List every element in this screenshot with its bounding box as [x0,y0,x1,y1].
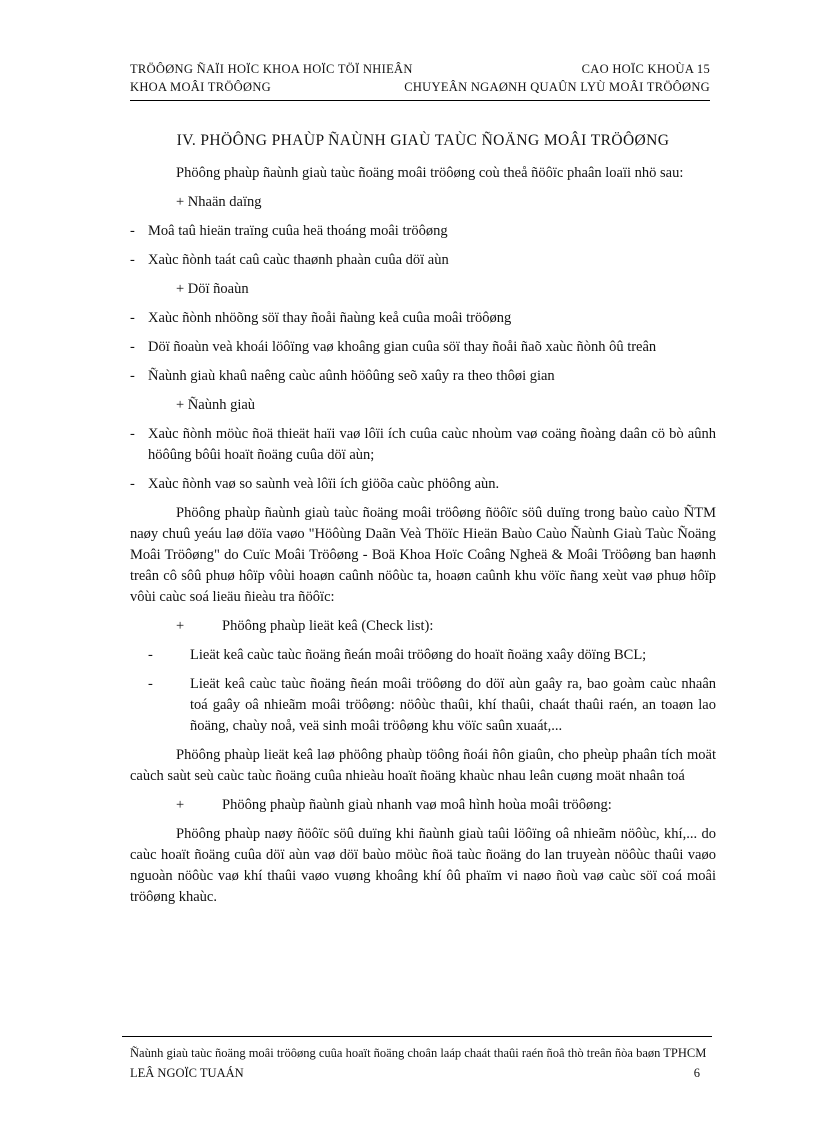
section-title: IV. PHÖÔNG PHAÙP ÑAÙNH GIAÙ TAÙC ÑOÄNG MOÂI TRÖÔØNG [176,132,670,149]
list-item [130,474,716,495]
list-item-text: Lieät keâ caùc taùc ñoäng ñeán moâi tröôøng do hoaït ñoäng xaây döïng BCL; [190,647,647,663]
list-item [148,645,716,666]
header-faculty: KHOA MOÂI TRÖÔØNG [130,80,271,94]
list-item-text: Xaùc ñònh möùc ñoä thieät haïi vaø lôïi ích cuûa caùc nhoùm vaø coäng ñoàng daân cö bò aûnh höôûng bôûi hoaït ñoäng cuûa döï aùn; [148,426,716,463]
header-divider [130,100,710,101]
group-heading-predict: + Döï ñoaùn [176,281,249,297]
list-item-text: Xaùc ñònh vaø so saùnh veà lôïi ích giöõa caùc phöông aùn. [148,476,500,492]
list-item [130,337,716,358]
method-rapid-assessment-heading [130,795,716,816]
header-university: TRÖÔØNG ÑAÏI HOÏC KHOA HOÏC TÖÏ NHIEÂN [130,62,413,76]
method-checklist-heading [130,616,716,637]
dash-marker: - [148,647,153,663]
header-course: CAO HOÏC KHOÙA 15 [581,62,710,76]
dash-marker: - [130,339,135,355]
footer-thesis-title: Ñaùnh giaù taùc ñoäng moâi tröôøng cuûa hoaït ñoäng choân laáp chaát thaûi raén ñoâ thò treân ñòa baøn TPHCM [130,1046,707,1060]
list-item [130,366,716,387]
method-paragraph: Phöông phaùp ñaùnh giaù taùc ñoäng moâi tröôøng ñöôïc söû duïng trong baùo caùo ÑTM naøy chuû yeáu laø döïa vaøo "Höôùng Daãn Veà Thöïc Hieän Baùo Caùo Ñaùnh Giaù Taùc Ñoäng Moâi Tröôøng" do Cuïc Moâi Tröôøng - Boä Khoa Hoïc Coâng Ngheä & Moâi Tröôøng ban haønh treân cô sôû phuø hôïp vôùi hoaøn caûnh nöôùc ta, hoaøn caûnh khu vöïc ñang xeùt vaø phuø hôïp vôùi caùc soá lieäu ñieàu tra ñöôïc: [130,505,716,605]
dash-marker: - [130,426,135,442]
dash-marker: - [130,252,135,268]
dash-marker: - [130,476,135,492]
method-rapid-assessment-label: Phöông phaùp ñaùnh giaù nhanh vaø moâ hình hoùa moâi tröôøng: [222,797,612,813]
rapid-assessment-paragraph: Phöông phaùp naøy ñöôïc söû duïng khi ñaùnh giaù taûi löôïng oâ nhieãm nöôùc, khí,... do caùc hoaït ñoäng cuûa döï aùn vaø döï baùo möùc ñoä taùc ñoäng do lan truyeàn nöôùc thaûi vaøo nguoàn nöôùc vaø khí thaûi vaøo vuøng khoâng khí ôû phaïm vi naøo ñoù vaø caùc söï coá moâi tröôøng khaùc. [130,826,716,905]
dash-marker: - [130,310,135,326]
plus-marker: + [176,797,185,813]
list-item-text: Xaùc ñònh taát caû caùc thaønh phaàn cuûa döï aùn [148,252,449,268]
plus-marker: + [176,618,185,634]
method-checklist-label: Phöông phaùp lieät keâ (Check list): [222,618,434,634]
page-footer [130,1046,707,1086]
list-item [130,308,716,329]
header-major: CHUYEÂN NGAØNH QUAÛN LYÙ MOÂI TRÖÔØNG [404,80,710,94]
dash-marker: - [148,676,153,692]
list-item-text: Ñaùnh giaù khaû naêng caùc aûnh höôûng seõ xaûy ra theo thôøi gian [148,368,555,384]
group-heading-evaluate: + Ñaùnh giaù [176,397,256,413]
group-heading-identify: + Nhaän daïng [176,194,262,210]
dash-marker: - [130,223,135,239]
footer-divider [122,1036,712,1037]
list-item-text: Lieät keâ caùc taùc ñoäng ñeán moâi tröôøng do döï aùn gaây ra, bao goàm caùc nhaân toá gaây oâ nhieãm moâi tröôøng: nöôùc thaûi, khí thaûi, chaát thaûi raén, an toaøn lao ñoäng, chaùy noå, veä sinh moâi tröôøng khu vöïc saûn xuaát,... [190,676,716,734]
checklist-paragraph: Phöông phaùp lieät keâ laø phöông phaùp töông ñoái ñôn giaûn, cho pheùp phaân tích moät caùch saùt seù caùc taùc ñoäng cuûa nhieàu hoaït ñoäng khaùc nhau leân cuøng moät nhaân toá [130,747,716,784]
list-item [130,250,716,271]
list-item [130,221,716,242]
list-item-text: Döï ñoaùn veà khoái löôïng vaø khoâng gian cuûa söï thay ñoåi ñaõ xaùc ñònh ôû treân [148,339,657,355]
dash-marker: - [130,368,135,384]
page-header [130,62,710,98]
list-item-text: Xaùc ñònh nhöõng söï thay ñoåi ñaùng keå cuûa moâi tröôøng [148,310,512,326]
list-item [130,424,716,466]
page-number: 6 [693,1066,700,1080]
list-item-text: Moâ taû hieän traïng cuûa heä thoáng moâi tröôøng [148,223,448,239]
intro-paragraph: Phöông phaùp ñaùnh giaù taùc ñoäng moâi tröôøng coù theå ñöôïc phaân loaïi nhö sau: [176,165,684,181]
footer-author: LEÂ NGOÏC TUAÁN [130,1066,244,1080]
main-content [130,130,716,916]
list-item [148,674,716,737]
